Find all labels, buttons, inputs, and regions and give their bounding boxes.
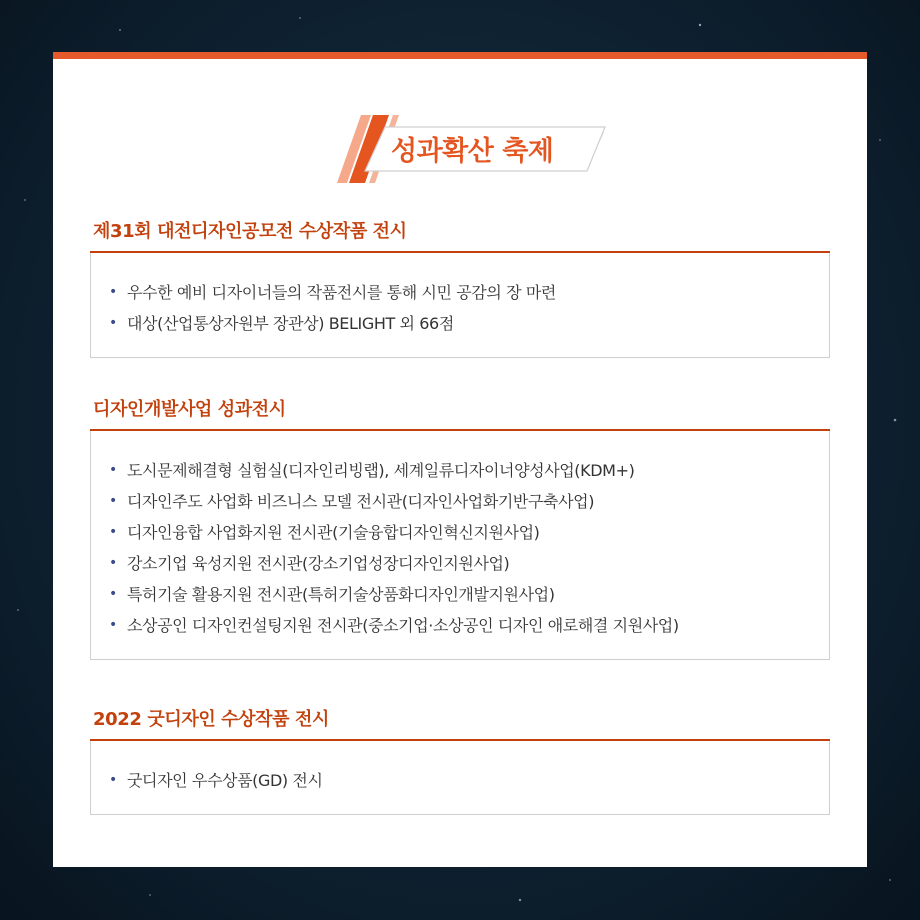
bullet-icon: • — [109, 772, 117, 788]
bullet-icon: • — [109, 462, 117, 478]
list-item: • 디자인융합 사업화지원 전시관(기술융합디자인혁신지원사업) — [107, 517, 813, 548]
bullet-icon: • — [109, 586, 117, 602]
section-title: 2022 굿디자인 수상작품 전시 — [90, 707, 830, 741]
section-title: 디자인개발사업 성과전시 — [90, 397, 830, 431]
section-good-design — [90, 707, 830, 815]
list-item: • 소상공인 디자인컨설팅지원 전시관(중소기업·소상공인 디자인 애로해결 지원사업) — [107, 610, 813, 641]
section-title: 제31회 대전디자인공모전 수상작품 전시 — [90, 219, 830, 253]
bullet-icon: • — [109, 524, 117, 540]
page-title: 성과확산 축제 — [391, 136, 554, 167]
list-item: • 특허기술 활용지원 전시관(특허기술상품화디자인개발지원사업) — [107, 579, 813, 610]
section-design-contest — [90, 219, 830, 358]
bullet-icon: • — [109, 315, 117, 331]
section-design-development — [90, 397, 830, 660]
bullet-icon: • — [109, 493, 117, 509]
list-item: • 대상(산업통상자원부 장관상) BELIGHT 외 66점 — [107, 308, 813, 339]
title-badge — [321, 113, 611, 193]
bullet-icon: • — [109, 284, 117, 300]
list-item: • 강소기업 육성지원 전시관(강소기업성장디자인지원사업) — [107, 548, 813, 579]
bullet-icon: • — [109, 555, 117, 571]
content-card — [53, 52, 867, 867]
section-box — [90, 741, 830, 815]
list-item: • 도시문제해결형 실험실(디자인리빙랩), 세계일류디자이너양성사업(KDM+) — [107, 455, 813, 486]
section-box — [90, 431, 830, 660]
list-item: • 굿디자인 우수상품(GD) 전시 — [107, 765, 813, 796]
section-box — [90, 253, 830, 358]
list-item: • 우수한 예비 디자이너들의 작품전시를 통해 시민 공감의 장 마련 — [107, 277, 813, 308]
bullet-icon: • — [109, 617, 117, 633]
list-item: • 디자인주도 사업화 비즈니스 모델 전시관(디자인사업화기반구축사업) — [107, 486, 813, 517]
